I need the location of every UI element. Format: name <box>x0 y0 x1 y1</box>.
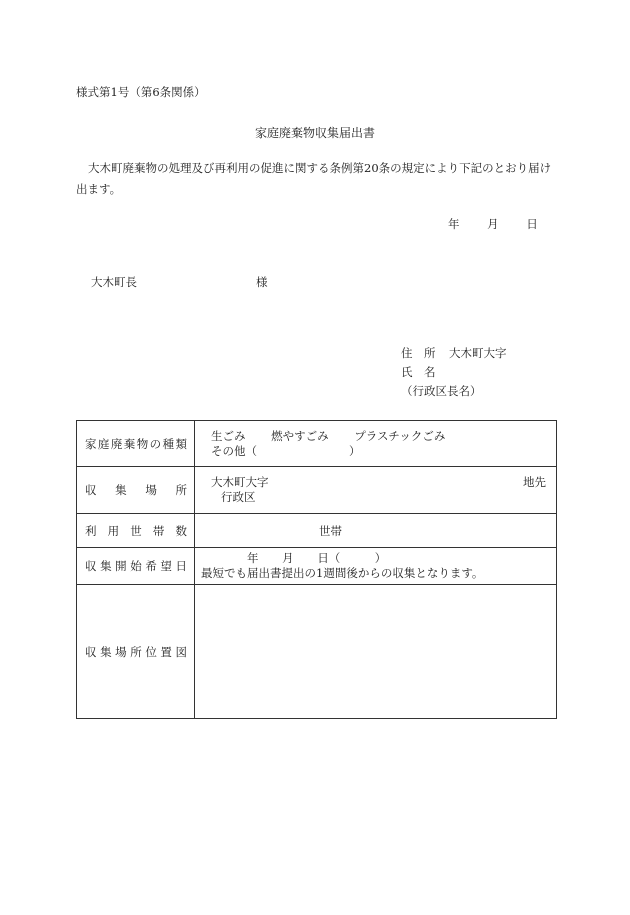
waste-type-label: 家庭廃棄物の種類 <box>77 421 195 467</box>
map-cell[interactable] <box>195 585 557 719</box>
map-label: 収集場所位置図 <box>77 585 195 719</box>
waste-type-cell[interactable] <box>195 421 557 467</box>
addressee-honorific: 様 <box>256 275 268 289</box>
date-line <box>448 216 562 232</box>
date-day: 日 <box>526 217 538 231</box>
location-label: 収集場所 <box>77 467 195 514</box>
document-title: 家庭廃棄物収集届出書 <box>254 126 375 140</box>
waste-type-option[interactable]: プラスチックごみ <box>354 428 446 443</box>
location-suffix: 地先 <box>523 475 546 489</box>
address-label: 住 所 <box>401 346 436 360</box>
address-value: 大木町大字 <box>449 346 507 360</box>
form-number: 様式第1号（第6条関係） <box>76 85 206 99</box>
waste-type-option[interactable]: 生ごみ <box>211 428 246 443</box>
date-month: 月 <box>487 217 499 231</box>
households-unit: 世帯 <box>319 523 342 538</box>
name-label: 氏 名 <box>401 365 436 379</box>
location-district: 行政区 <box>221 490 256 504</box>
addressee: 大木町長 <box>91 275 137 289</box>
households-label: 利用世帯数 <box>77 514 195 548</box>
location-cell[interactable] <box>195 467 557 514</box>
location-prefix: 大木町大字 <box>211 475 269 489</box>
waste-type-option[interactable]: 燃やすごみ <box>271 428 329 443</box>
start-date-cell[interactable] <box>195 548 557 585</box>
households-cell[interactable] <box>195 514 557 548</box>
start-date-label: 収集開始希望日 <box>77 548 195 585</box>
district-head-note: （行政区長名） <box>401 384 482 398</box>
start-month: 月 <box>282 551 294 565</box>
waste-type-other[interactable]: その他（ ） <box>211 443 361 458</box>
applicant-block <box>401 344 507 401</box>
date-year: 年 <box>448 217 460 231</box>
start-day: 日（ ） <box>317 551 387 565</box>
start-year: 年 <box>247 551 259 565</box>
start-note: 最短でも届出書提出の1週間後からの収集となります。 <box>201 566 484 580</box>
intro-text: 大木町廃棄物の処理及び再利用の促進に関する条例第20条の規定により下記のとおり届け出ます。 <box>76 161 552 196</box>
application-table <box>76 420 557 719</box>
